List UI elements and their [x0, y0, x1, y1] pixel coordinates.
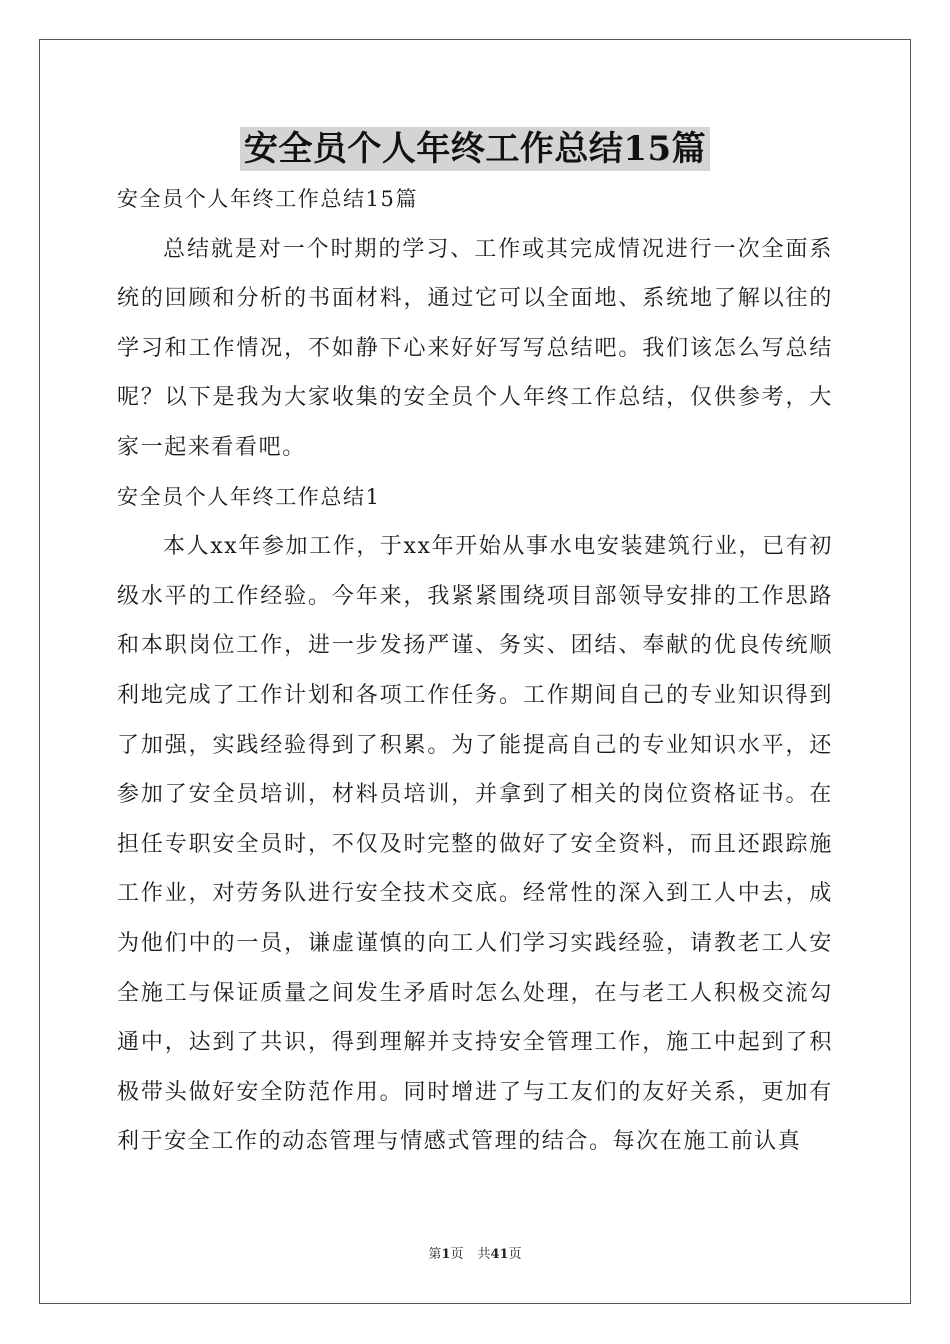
page-footer	[0, 1246, 950, 1264]
total-suffix: 页	[508, 1247, 522, 1262]
document-body	[117, 175, 833, 1167]
total-pages: 41	[490, 1247, 509, 1262]
section-paragraph: 本人xx年参加工作，于xx年开始从事水电安装建筑行业，已有初级水平的工作经验。今年来，我紧紧围绕项目部领导安排的工作思路和本职岗位工作，进一步发扬严谨、务实、团结、奉献的优良传统顺利地完成了工作计划和各项工作任务。工作期间自己的专业知识得到了加强，实践经验得到了积累。为了能提高自己的专业知识水平，还参加了安全员培训，材料员培训，并拿到了相关的岗位资格证书。在担任专职安全员时，不仅及时完整的做好了安全资料，而且还跟踪施工作业，对劳务队进行安全技术交底。经常性的深入到工人中去，成为他们中的一员，谦虚谨慎的向工人们学习实践经验，请教老工人安全施工与保证质量之间发生矛盾时怎么处理，在与老工人积极交流勾通中，达到了共识，得到理解并支持安全管理工作，施工中起到了积极带头做好安全防范作用。同时增进了与工友们的友好关系，更加有利于安全工作的动态管理与情感式管理的结合。每次在施工前认真	[117, 534, 833, 1155]
page-number: 1	[441, 1247, 451, 1262]
total-prefix: 共	[477, 1247, 491, 1262]
document-subtitle: 安全员个人年终工作总结15篇	[117, 187, 419, 211]
intro-paragraph: 总结就是对一个时期的学习、工作或其完成情况进行一次全面系统的回顾和分析的书面材料，通过它可以全面地、系统地了解以往的学习和工作情况，不如静下心来好好写写总结吧。我们该怎么写总结呢？以下是我为大家收集的安全员个人年终工作总结，仅供参考，大家一起来看看吧。	[117, 236, 833, 460]
section-heading: 安全员个人年终工作总结1	[117, 484, 381, 509]
page-suffix: 页	[450, 1247, 464, 1262]
document-title: 安全员个人年终工作总结15篇	[240, 127, 710, 171]
page-prefix: 第	[428, 1247, 442, 1262]
title-wrap	[0, 127, 950, 171]
